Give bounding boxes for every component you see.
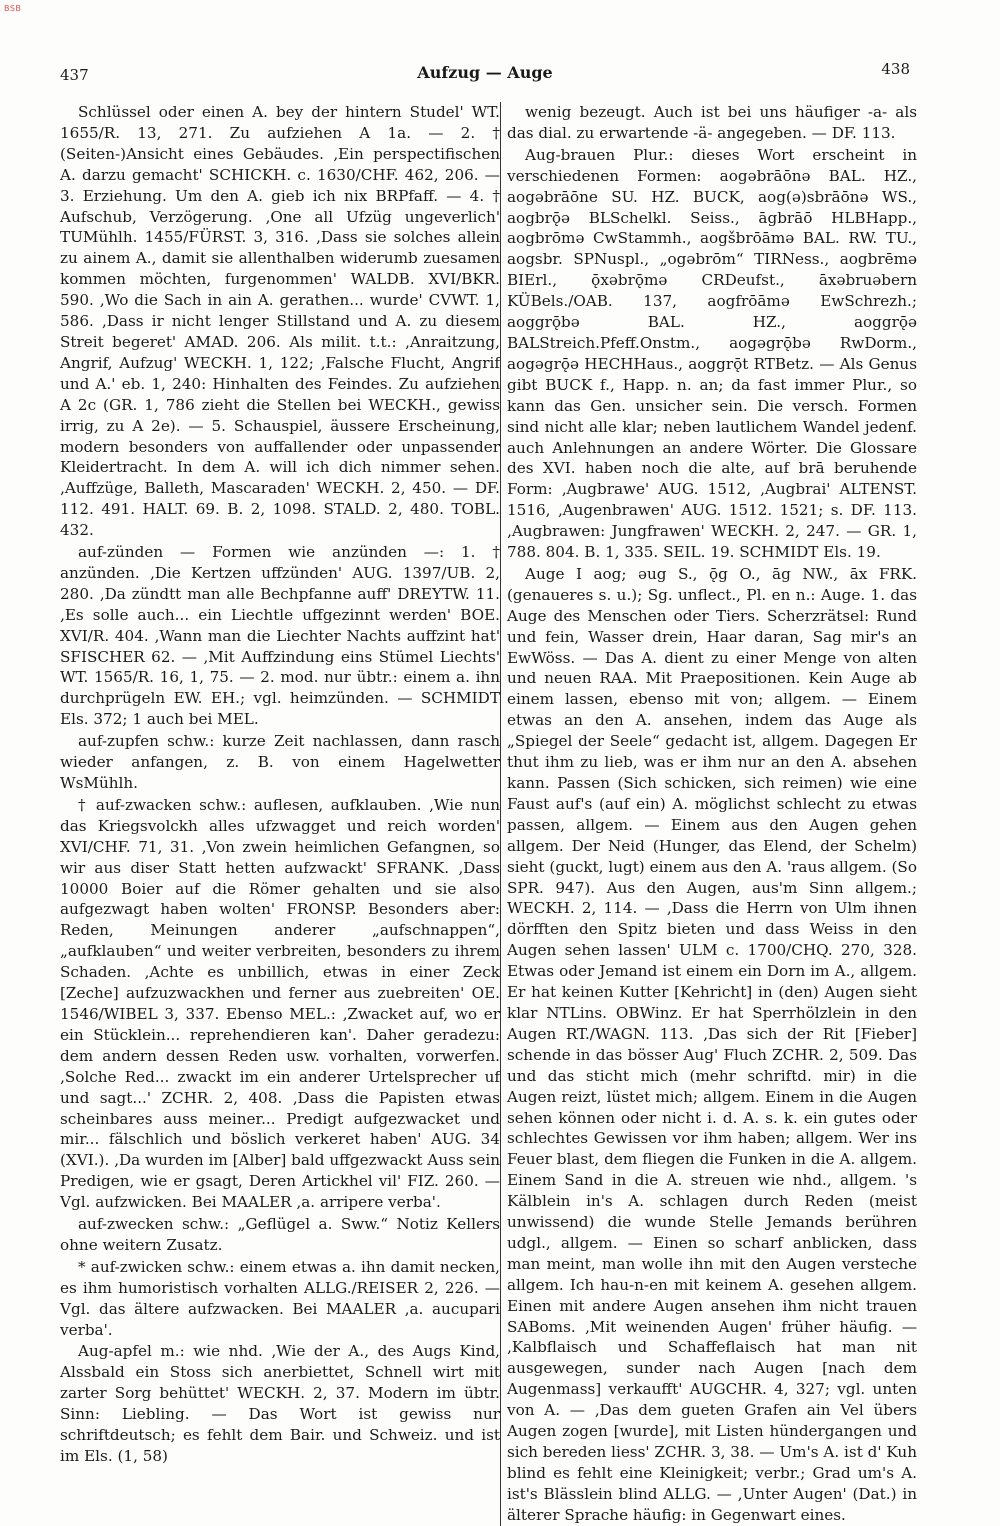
right-column [500,102,917,1526]
entry-auf-zwacken: † auf-zwacken schw.: auflesen, aufklauben. ‚Wie nun das Kriegsvolckh alles ufzwagget und reich worden' XVI/CHF. 71, 31. ‚Von zwein heimlichen Gefangnen, so wir aus diser Statt hetten aufzwackt' SFRANK. ‚Dass 10000 Boier auf die Römer gehalten und sie also aufgezwagt haben wolten' FRONSP. Besonders aber: Reden, Meinungen anderer „aufschnappen“, „aufklauben“ und weiter verbreiten, besonders zu ihrem Schaden. ‚Achte es unbillich, etwas in einer Zeck [Zeche] aufzuzwackhen und ferner aus zuebreiten' OE. 1546/WIBEL 3, 337. Ebenso MEL.: ‚Zwacket auf, wo er ein Stücklein... reprehendieren kan'. Daher geradezu: dem andern dessen Reden usw. vorhalten, vorwerfen. ‚Solche Red... zwackt im ein anderer Urtelsprecher uf und sagt...' ZCHR. 2, 408. ‚Dass die Papisten etwas scheinbares auss meiner... Predigt aufgezwacket und mir... fälschlich und böslich verkeret haben' AUG. 34 (XVI.). ‚Da wurden im [Alber] bald uffgezwackt Auss sein Predigen, wie er gsagt, Deren Artickhel vil' FIZ. 260. — Vgl. aufzwicken. Bei MAALER ‚a. arripere verba'. [60,795,500,1212]
page-number-left: 437 [60,66,89,84]
entry-auf-zwicken: * auf-zwicken schw.: einem etwas a. ihn damit necken, es ihm humoristisch vorhalten ALLG./REISER 2, 226. — Vgl. das ältere aufzwacken. Bei MAALER ‚a. aucupari verba'. [60,1257,500,1339]
entry-auge: Auge I aog; əug S., ǭg O., āg NW., āx FRK. (genaueres s. u.); Sg. unflect., Pl. en n.: Auge. 1. das Auge des Menschen oder Tiers. Scherzrätsel: Rund und fein, Wasser drein, Haar daran, Sag mir's an EwWöss. — Das A. dient zu einer Menge von alten und neuen RAA. Mit Praepositionen. Kein Auge ab einem lassen, ebenso mit von; allgem. — Einem etwas an den A. ansehen, indem das Auge als „Spiegel der Seele“ gedacht ist, allgem. Dagegen Er thut ihm zu lieb, was er ihm nur an den A. absehen kann. Passen (Sich schicken, sich reimen) wie eine Faust auf's (auf ein) A. möglichst schlecht zu etwas passen, allgem. — Einem aus den Augen gehen allgem. Der Neid (Hunger, das Elend, der Schelm) sieht (guckt, lugt) einem aus den A. 'raus allgem. (So SPR. 947). Aus den Augen, aus'm Sinn allgem.; WECKH. 2, 114. — ‚Dass die Herrn von Ulm ihnen dörfften den Spitz bieten und dass Weiss in den Augen sehen lassen' ULM c. 1700/CHQ. 270, 328. Etwas oder Jemand ist einem ein Dorn im A., allgem. Er hat keinen Kutter [Kehricht] in (den) Augen sieht klar NTLins. OBWinz. Er hat Sperrhölzlein in den Augen RT./WAGN. 113. ‚Das sich der Rit [Fieber] schende in das bösser Aug' Fluch ZCHR. 2, 509. Das und das sticht mich (mehr schriftd. mir) in die Augen reizt, lüstet mich; allgem. Einem in die Augen sehen können oder nicht i. d. A. s. k. ein gutes oder schlechtes Gewissen vor ihm haben; allgem. Wer ins Feuer blast, dem fliegen die Funken in die A. allgem. Einem Sand in die A. streuen wie nhd., allgem. 's Kälblein in's A. schlagen durch Reden (meist unwissend) die wunde Stelle Jemands berühren udgl., allgem. — Einen so scharf anblicken, dass man meint, man wolle ihn mit den Augen versteche allgem. Ich hau-n-en mit keinem A. gesehen allgem. Einen mit andere Augen ansehen ihm nicht trauen SABoms. ‚Mit weinenden Augen' früher häufig. — ‚Kalbflaisch und Schaffeflaisch hat man nit ausgewegen, sunder nach Augen [nach dem Augenmass] verkaufft' AUGCHR. 4, 327; vgl. unten von A. — ‚Das dem gueten Grafen ain Vel übers Augen zogen [wurde], mit Listen hündergangen und sich bereden liess' ZCHR. 3, 38. — Um's A. ist d' Kuh blind es fehlt eine Kleinigkeit; verbr.; Grad um's A. ist's Blässlein blind ALLG. — ‚Unter Augen' (Dat.) in älterer Sprache häufig: in Gegenwart eines. [507,564,917,1524]
page-header [60,60,910,90]
running-title: Aufzug — Auge [417,63,553,82]
entry-auf-zuenden: auf-zünden — Formen wie anzünden —: 1. † anzünden. ‚Die Kertzen uffzünden' AUG. 1397/UB. 2, 280. ‚Da zündtt man alle Bechpfanne auff' DREYTW. 11. ‚Es solle auch... ein Liechtle uffgezinnt werden' BOE. XVI/R. 404. ‚Wann man die Liechter Nachts auffzint hat' SFISCHER 62. — ‚Mit Auffzindung eins Stümel Liechts' WT. 1565/R. 16, 1, 75. — 2. mod. nur übtr.: einem a. ihn durchprügeln EW. EH.; vgl. heimzünden. — SCHMIDT Els. 372; 1 auch bei MEL. [60,543,500,729]
entry-auf-zwecken: auf-zwecken schw.: „Geflügel a. Sww.“ Notiz Kellers ohne weitern Zusatz. [60,1215,500,1254]
library-stamp: BSB [4,4,22,13]
entry-aufzug-continued: Schlüssel oder einen A. bey der hintern Studel' WT. 1655/R. 13, 271. Zu aufziehen A 1a. — 2. † (Seiten-)Ansicht eines Gebäudes. ‚Ein perspectifischen A. darzu gemacht' SCHICKH. c. 1630/CHF. 462, 206. — 3. Erziehung. Um den A. gieb ich nix BRPfaff. — 4. † Aufschub, Verzögerung. ‚One all Ufzüg ungeverlich' TUMühlh. 1455/FÜRST. 3, 316. ‚Dass sie solches allein zu ainem A., damit sie allenthalben widerumb zuesamen kommen möchten, furgenommen' WALDB. XVI/BKR. 590. ‚Wo die Sach in ain A. gerathen... wurde' CVWT. 1, 586. ‚Dass ir nicht lenger Stillstand und A. zu diesem Streit begeret' AMAD. 206. Als milit. t.t.: ‚Anraitzung, Angrif, Aufzug' WECKH. 1, 122; ‚Falsche Flucht, Angrif und A.' eb. 1, 240: Hinhalten des Feindes. Zu aufziehen A 2c (GR. 1, 786 zieht die Stellen bei WECKH., gewiss irrig, zu A 2e). — 5. Schauspiel, äussere Erscheinung, modern besonders von auffallender oder unpassender Kleidertracht. In dem A. will ich dich nimmer sehen. ‚Auffzüge, Balleth, Mascaraden' WECKH. 2, 450. — DF. 112. 491. HALT. 69. B. 2, 1098. STALD. 2, 480. TOBL. 432. [60,103,500,540]
entry-auf-zupfen: auf-zupfen schw.: kurze Zeit nachlassen, dann rasch wieder anfangen, z. B. von einem Hagelwetter WsMühlh. [60,732,500,792]
entry-aug-apfel: Aug-apfel m.: wie nhd. ‚Wie der A., des Augs Kind, Alssbald ein Stoss sich anerbiettet, Schnell wirt mit zarter Sorg behüttet' WECKH. 2, 37. Modern im übtr. Sinn: Liebling. — Das Wort ist gewiss nur schriftdeutsch; es fehlt dem Bair. und Schweiz. und ist im Els. (1, 58) [60,1342,500,1465]
left-column [60,102,500,1467]
entry-aug-brauen: Aug-brauen Plur.: dieses Wort erscheint in verschiedenen Formen: aogəbrāōnə BAL. HZ., aogəbrāōne SU. HZ. BUCK, aog(ə)sbrāōnə WS., aogbrǭə BLSchelkl. Seiss., āgbrāō HLBHapp., aogbrōmə CwStammh., aogšbrōāmə BAL. RW. TU., aogsbr. SPNuspl., „ogəbrōm“ TIRNess., aogbrēmə BIErl., ǭxəbrǭmə CRDeufst., āxəbruəbern KÜBels./OAB. 137, aogfrōāmə EwSchrezh.; aoggrǭbə BAL. HZ., aoggrǭə BALStreich.Pfeff.Onstm., aogəgrǭbə RwDorm., aogəgrǭə HECHHaus., aoggrǭt RTBetz. — Als Genus gibt BUCK f., Happ. n. an; da fast immer Plur., so kann das Gen. unsicher sein. Die versch. Formen sind nicht alle klar; neben lautlichem Wandel jedenf. auch Anlehnungen an andere Wörter. Die Glossare des XVI. haben noch die alte, auf brā beruhende Form: ‚Augbrawe' AUG. 1512, ‚Augbrai' ALTENST. 1516, ‚Augenbrawen' AUG. 1512. 1521; s. DF. 113. ‚Augbrawen: Jungfrawen' WECKH. 2, 247. — GR. 1, 788. 804. B. 1, 335. SEIL. 19. SCHMIDT Els. 19. [507,145,917,562]
entry-aug-apfel-continued: wenig bezeugt. Auch ist bei uns häufiger -a- als das dial. zu erwartende -ä- angegeben. — DF. 113. [507,103,917,142]
page-number-right: 438 [881,60,910,78]
